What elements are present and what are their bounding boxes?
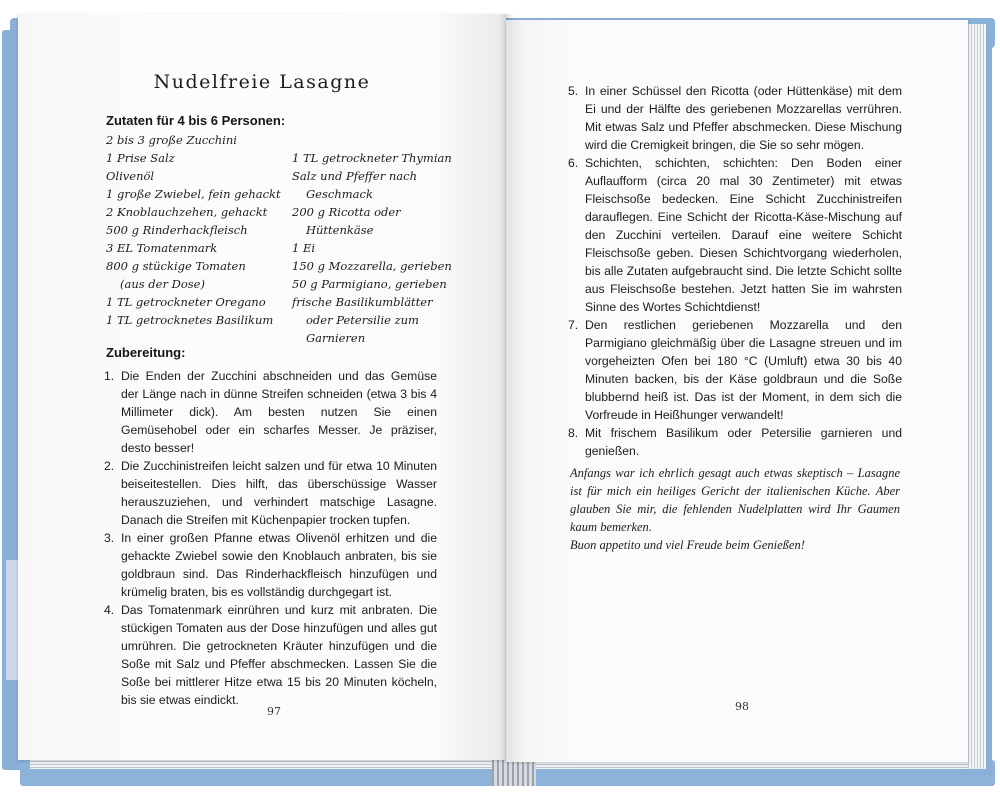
step-text: Die Zucchinistreifen leicht salzen und für etwa 10 Minuten beiseitestellen. Dies hilft, das überschüssige Wasser herauszuziehen, und verhindert matschige Lasagne. Danach die Streifen mit Küchenpapier trocken tupfen.: [121, 459, 437, 527]
step-text: In einer Schüssel den Ricotta (oder Hüttenkäse) mit dem Ei und der Hälfte des geriebenen Mozzarellas verrühren. Mit etwas Salz und Pfeffer abschmecken. Diese Mischung wird die Cremigkeit bringen, die Sie so sehr mögen.: [585, 84, 902, 152]
recipe-step: [104, 529, 437, 601]
page-number-right: 98: [735, 700, 749, 713]
ingredient-item: 50 g Parmigiano, gerieben: [292, 277, 447, 291]
ingredient-item: 800 g stückige Tomaten: [106, 259, 246, 273]
ingredients-column-2: [292, 149, 472, 347]
ingredient-item: 2 Knoblauchzehen, gehackt: [106, 205, 268, 219]
book-spine-headband: [492, 760, 536, 786]
recipe-step: [104, 367, 437, 457]
ingredient-item: 3 EL Tomatenmark: [106, 241, 218, 255]
steps-list-right: [568, 82, 902, 460]
recipe-step: [568, 424, 902, 460]
closing-note-block: [570, 464, 900, 554]
preparation-heading: Zubereitung:: [106, 345, 186, 360]
ingredient-item: frische Basilikumblätter: [292, 295, 433, 309]
page-edges-right: [968, 24, 986, 769]
ingredient-item: Hüttenkäse: [306, 223, 374, 237]
closing-wish: Buon appetito und viel Freude beim Genießen!: [570, 538, 805, 552]
step-text: Schichten, schichten, schichten: Den Boden einer Auflaufform (circa 20 mal 30 Zentimeter) mit etwas Fleischsoße bedecken. Eine Schicht Zucchinistreifen darauflegen. Eine Schicht der Ricotta-Käse-Mischung auf den Zucchini verteilen. Darauf eine weitere Schicht Fleischsoße geben. Diesen Schichtvorgang wiederholen, bis alle Zutaten aufgebraucht sind. Die letzte Schicht sollte aus Fleischsoße bestehen. Jetzt hatten Sie im wahrsten Sinne des Wortes Schichtdienst!: [585, 156, 902, 314]
steps-list-left: [104, 367, 437, 709]
step-text: Mit frischem Basilikum oder Petersilie garnieren und genießen.: [585, 426, 902, 458]
step-number: 2.: [104, 459, 115, 473]
step-number: 8.: [568, 426, 579, 440]
recipe-step: [568, 82, 902, 154]
ingredient-item: 200 g Ricotta oder: [292, 205, 401, 219]
ingredients-heading: Zutaten für 4 bis 6 Personen:: [106, 113, 286, 128]
recipe-title: Nudelfreie Lasagne: [153, 71, 371, 93]
step-number: 6.: [568, 156, 579, 170]
ingredient-item: 1 TL getrocknetes Basilikum: [106, 313, 274, 327]
ingredient-item: 1 große Zwiebel, fein gehackt: [106, 187, 281, 201]
recipe-step: [104, 601, 437, 709]
recipe-step: [568, 316, 902, 424]
ingredient-item: Salz und Pfeffer nach: [292, 169, 417, 183]
step-number: 4.: [104, 603, 115, 617]
recipe-step: [104, 457, 437, 529]
step-number: 5.: [568, 84, 579, 98]
ingredient-item: 2 bis 3 große Zucchini: [106, 133, 237, 147]
step-number: 3.: [104, 531, 115, 545]
ingredient-item: 150 g Mozzarella, gerieben: [292, 259, 452, 273]
page-number-left: 97: [267, 705, 281, 718]
ingredient-item: (aus der Dose): [120, 277, 205, 291]
step-text: Die Enden der Zucchini abschneiden und das Gemüse der Länge nach in dünne Streifen schneiden (etwa 3 bis 4 Millimeter dick). Am besten nutzen Sie einen Gemüsehobel oder ein scharfes Messer. Je präziser, desto besser!: [121, 369, 437, 455]
ingredient-item: Geschmack: [306, 187, 373, 201]
ingredient-item: oder Petersilie zum: [306, 313, 419, 327]
ingredient-item: 500 g Rinderhackfleisch: [106, 223, 248, 237]
ingredient-item: 1 TL getrockneter Oregano: [106, 295, 266, 309]
step-text: In einer großen Pfanne etwas Olivenöl erhitzen und die gehackte Zwiebel sowie den Knoblauch anbraten, bis sie goldbraun sind. Das Rinderhackfleisch hinzufügen und krümelig braten, bis es vollständig durchgegart ist.: [121, 531, 437, 599]
closing-note: Anfangs war ich ehrlich gesagt auch etwas skeptisch – Lasagne ist für mich ein heiliges Gericht der italienischen Küche. Aber glauben Sie mir, die fehlenden Nudelplatten wird Ihr Gaumen kaum bemerken.: [570, 466, 900, 534]
ingredient-item: Olivenöl: [106, 169, 155, 183]
ingredient-item: Garnieren: [306, 331, 366, 345]
ingredient-item: 1 Ei: [292, 241, 316, 255]
step-number: 1.: [104, 369, 115, 383]
right-page: [506, 20, 968, 762]
step-text: Den restlichen geriebenen Mozzarella und den Parmigiano gleichmäßig über die Lasagne streuen und im vorgeheizten Ofen bei 180 °C (Umluft) etwa 30 bis 40 Minuten backen, bis der Käse goldbraun und die Soße blubbernd heiß ist. Das ist der Moment, in dem sich die Vorfreude in Heißhunger verwandelt!: [585, 318, 902, 422]
ingredient-item: 1 Prise Salz: [106, 151, 175, 165]
step-number: 7.: [568, 318, 579, 332]
ingredient-item: 1 TL getrockneter Thymian: [292, 151, 452, 165]
recipe-step: [568, 154, 902, 316]
ingredients-column-1: [106, 131, 281, 329]
step-text: Das Tomatenmark einrühren und kurz mit anbraten. Die stückigen Tomaten aus der Dose hinzufügen und alles gut umrühren. Die getrockneten Kräuter hinzufügen und die Soße mit Salz und Pfeffer abschmecken. Lassen Sie die Soße bei mittlerer Hitze etwa 15 bis 20 Minuten köcheln, bis sie etwas eindickt.: [121, 603, 437, 707]
left-page: [18, 14, 506, 760]
